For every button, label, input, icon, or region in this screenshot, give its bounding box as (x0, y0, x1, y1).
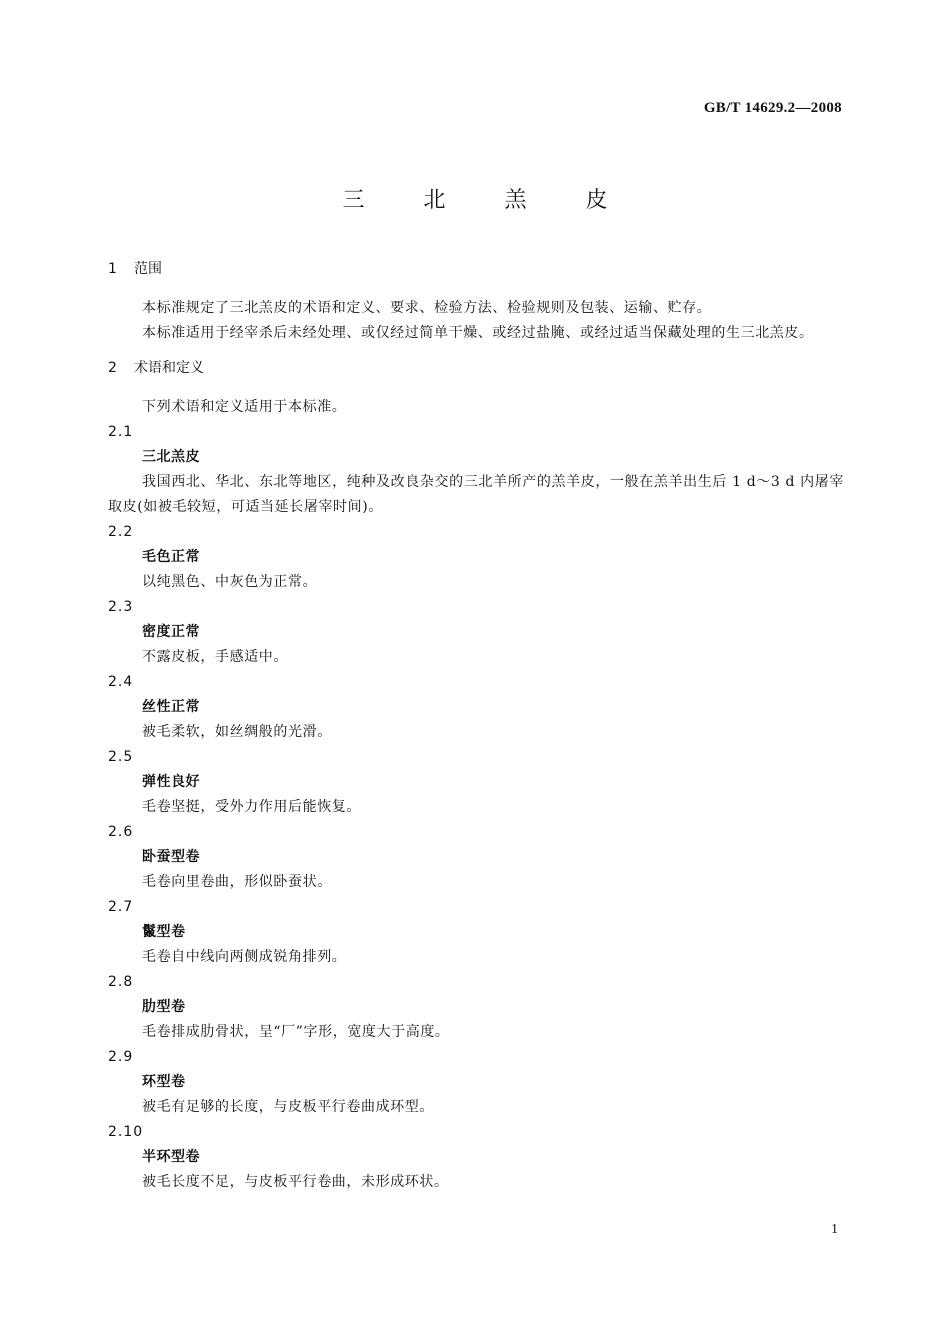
term-number: 2.1 (108, 424, 134, 440)
term-definition: 被毛长度不足，与皮板平行卷曲，未形成环状。 (142, 1174, 449, 1190)
term-number: 2.5 (108, 749, 134, 765)
section-number: 2 (108, 360, 117, 376)
term-name: 肋型卷 (142, 999, 186, 1015)
term-number: 2.6 (108, 824, 134, 840)
term-number: 2.3 (108, 599, 134, 615)
term-name: 弹性良好 (142, 774, 200, 790)
term-name: 环型卷 (142, 1074, 186, 1090)
term-entry (108, 895, 844, 970)
document-title: 三 北 羔 皮 (342, 188, 634, 213)
term-definition: 毛卷排成肋骨状，呈“厂”字形，宽度大于高度。 (142, 1024, 450, 1040)
term-definition: 不露皮板，手感适中。 (142, 649, 288, 665)
term-definition: 被毛柔软，如丝绸般的光滑。 (142, 724, 332, 740)
term-name: 半环型卷 (142, 1149, 200, 1165)
term-name: 三北羔皮 (142, 449, 200, 465)
term-number: 2.4 (108, 674, 134, 690)
term-entry (108, 420, 844, 520)
document-body (108, 257, 844, 1195)
term-entry (108, 670, 844, 745)
section-2-heading (108, 356, 844, 381)
term-entry (108, 595, 844, 670)
term-name: 鬣型卷 (142, 924, 186, 940)
term-number: 2.9 (108, 1049, 134, 1065)
term-definition: 毛卷向里卷曲，形似卧蚕状。 (142, 874, 332, 890)
term-definition: 被毛有足够的长度，与皮板平行卷曲成环型。 (142, 1099, 434, 1115)
section-intro: 下列术语和定义适用于本标准。 (142, 399, 347, 415)
term-entry (108, 520, 844, 595)
term-entry (108, 745, 844, 820)
section-1-heading (108, 257, 844, 282)
term-number: 2.8 (108, 974, 134, 990)
term-definition: 毛卷坚挺，受外力作用后能恢复。 (142, 799, 361, 815)
term-definition: 毛卷自中线向两侧成锐角排列。 (142, 949, 347, 965)
term-number: 2.10 (108, 1124, 144, 1140)
standard-number: GB/T 14629.2—2008 (703, 100, 842, 116)
term-definition: 我国西北、华北、东北等地区，纯种及改良杂交的三北羊所产的羔羊皮，一般在羔羊出生后 1 d～3 d 内屠宰取皮(如被毛较短，可适当延长屠宰时间)。 (108, 474, 844, 515)
term-number: 2.2 (108, 524, 134, 540)
term-entry (108, 1045, 844, 1120)
term-entry (108, 820, 844, 895)
term-name: 密度正常 (142, 624, 200, 640)
section-title: 术语和定义 (134, 360, 204, 376)
section-title: 范围 (134, 261, 162, 277)
paragraph: 本标准规定了三北羔皮的术语和定义、要求、检验方法、检验规则及包装、运输、贮存。 (142, 300, 712, 316)
term-name: 丝性正常 (142, 699, 200, 715)
term-entry (108, 1120, 844, 1195)
page-number: 1 (831, 1222, 838, 1237)
paragraph: 本标准适用于经宰杀后未经处理、或仅经过简单干燥、或经过盐腌、或经过适当保藏处理的生三北羔皮。 (142, 325, 814, 341)
term-entry (108, 970, 844, 1045)
term-definition: 以纯黑色、中灰色为正常。 (142, 574, 318, 590)
section-number: 1 (108, 261, 117, 277)
term-number: 2.7 (108, 899, 134, 915)
term-name: 毛色正常 (142, 549, 200, 565)
term-name: 卧蚕型卷 (142, 849, 200, 865)
